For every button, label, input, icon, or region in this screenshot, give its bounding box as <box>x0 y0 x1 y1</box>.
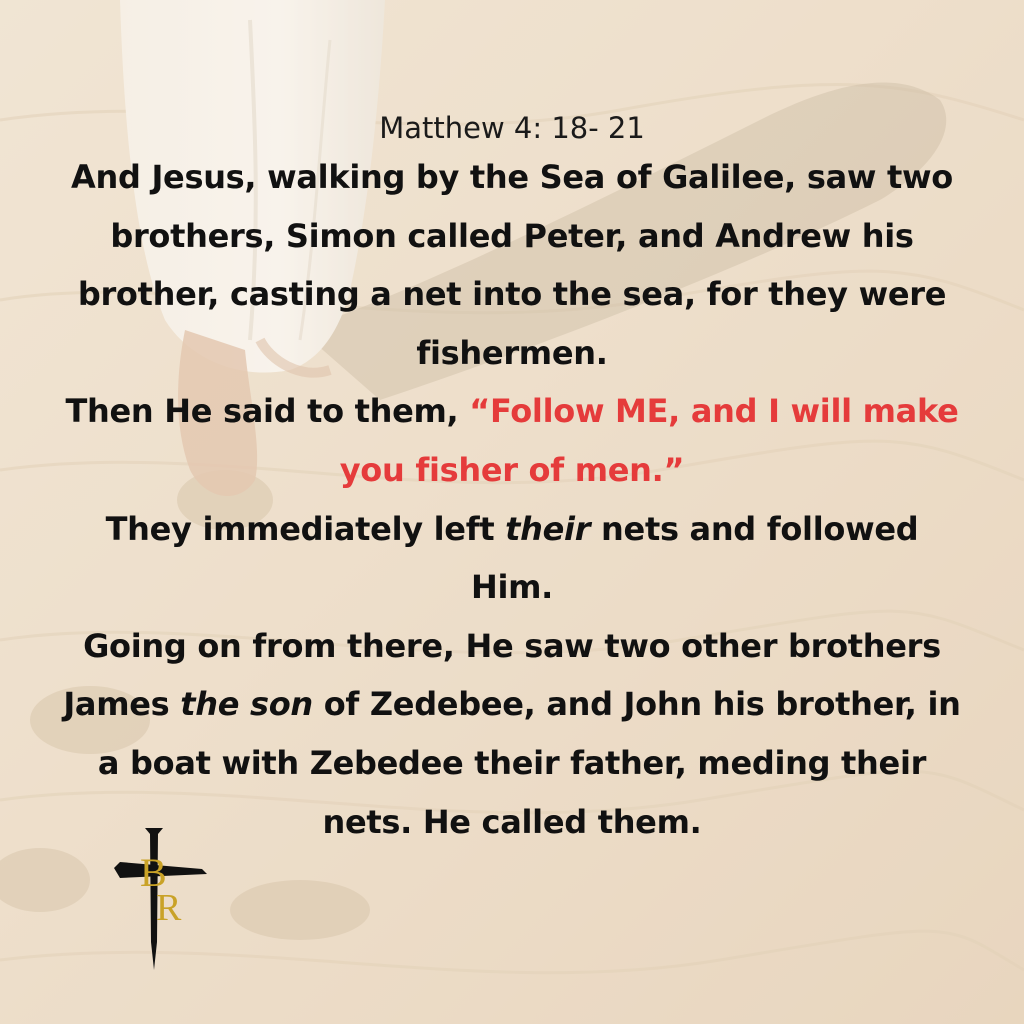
verse-paragraph-1: And Jesus, walking by the Sea of Galilee, saw two brothers, Simon called Peter, and Andrew his brother, casting a net into the sea, for they were fishermen. <box>71 158 953 372</box>
verse-reference: Matthew 4: 18- 21 <box>379 111 645 145</box>
jesus-quote: “Follow ME, and I will make you fisher of men.” <box>339 392 959 489</box>
svg-text:R: R <box>156 887 182 929</box>
verse-paragraph-4 <box>60 617 964 851</box>
verse-italic: the son <box>180 685 313 724</box>
verse-text: nets and followed Him. <box>470 509 919 607</box>
verse-text: They immediately left <box>105 509 506 548</box>
verse-paragraph-3 <box>60 500 964 617</box>
verse-text: Going on from there, He saw two other brothers James <box>63 626 941 724</box>
svg-text:B: B <box>140 850 167 895</box>
nail-cross-icon <box>112 822 208 972</box>
verse-block <box>60 108 964 851</box>
verse-paragraph-2 <box>60 382 964 499</box>
verse-lead-text: Then He said to them, <box>65 392 470 431</box>
verse-text: of Zedebee, and John his brother, in a boat with Zebedee their father, meding their nets. He called them. <box>97 685 961 841</box>
verse-italic: their <box>505 509 591 548</box>
